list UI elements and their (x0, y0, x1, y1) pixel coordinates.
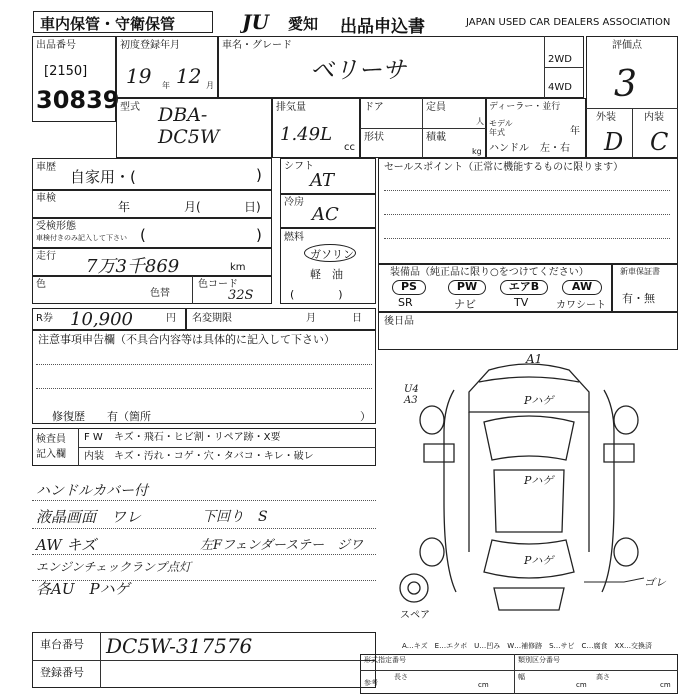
history-box (32, 158, 272, 190)
damage-mark-bumper: ゴレ (644, 576, 666, 589)
type-label: 型式 (120, 102, 140, 113)
note-5: 左Fフェンダーステー ジワ (200, 538, 363, 553)
height-unit: cm (660, 681, 671, 689)
receipt-paren: ( (140, 226, 146, 244)
exterior-label: 外装 (596, 112, 616, 123)
note-2: 液晶画面 ワレ (36, 508, 142, 526)
inspector-fw-items: キズ・飛石・ヒビ割・リペア跡・X要 (114, 432, 281, 443)
notes-label: 注意事項申告欄（不具合内容等は具体的に記入して下さい） (38, 333, 335, 346)
width-unit: cm (576, 681, 587, 689)
damage-mark-u4a3: U4 A3 (404, 384, 419, 406)
damage-mark-a1: A1 (526, 352, 543, 366)
length-unit: cm (478, 681, 489, 689)
shift-label: シフト (284, 161, 314, 172)
length-label: 長さ (394, 673, 408, 681)
width-label: 幅 (518, 673, 525, 681)
warranty-options: 有・無 (622, 292, 655, 305)
equipment-label: 装備品（純正品に限り○をつけてください） (390, 267, 589, 278)
sales-point-box (378, 158, 678, 264)
option-4wd: 4WD (548, 82, 572, 93)
history-close: ) (256, 166, 262, 184)
displacement-unit: cc (344, 142, 355, 153)
door-label: ドア (364, 102, 384, 113)
year-unit: 年 (162, 81, 170, 90)
equip-pw: PW (448, 280, 486, 295)
height-label: 高さ (596, 673, 610, 681)
color-change-label: 色替 (150, 288, 170, 299)
capacity-unit: 人 (476, 117, 484, 126)
history-label: 車歴 (36, 162, 56, 173)
inspection-label: 車検 (36, 193, 56, 204)
capacity-label: 定員 (426, 102, 446, 113)
fuel-label: 燃料 (284, 232, 304, 243)
history-value: 自家用・( (70, 168, 136, 186)
registration-month: 12 (176, 64, 202, 88)
damage-mark-roof: Pハゲ (524, 394, 554, 407)
model-label: 車名・グレード (222, 40, 292, 51)
mileage-unit: km (230, 262, 246, 273)
fuel-other: ( ) (290, 288, 343, 301)
mileage-value: 7万3千869 (86, 256, 180, 277)
later-items-box (378, 312, 678, 350)
shape-label: 形状 (364, 132, 384, 143)
receipt-note: 車検付きのみ記入して下さい (36, 234, 127, 242)
note-6: エンジンチェックランプ点灯 (36, 560, 192, 574)
damage-mark-rear: Pハゲ (524, 554, 554, 567)
name-change-month: 月 (306, 313, 316, 324)
fuel-gasoline: ガソリン (310, 248, 354, 261)
inspector-interior: 内装 (84, 451, 104, 462)
month-unit: 月 (206, 81, 214, 90)
lot-number: 30839 (36, 86, 120, 114)
ju-logo (240, 11, 286, 33)
equip-airbag: エアB (500, 280, 548, 295)
chassis-label: 車台番号 (40, 638, 84, 651)
load-label: 積載 (426, 132, 446, 143)
registration-number-label: 登録番号 (40, 666, 84, 679)
repair-history-close: ） (360, 410, 371, 423)
model-year-unit: 年 (570, 126, 580, 137)
note-7: 各AU Pハゲ (36, 580, 130, 598)
fuel-diesel: 軽 油 (310, 268, 343, 281)
model-value: ベリーサ (310, 56, 406, 84)
rating-value: 3 (614, 64, 637, 105)
later-items-label: 後日品 (384, 316, 414, 327)
equip-seat: カワシート (556, 300, 606, 311)
dealer-label: ディーラー・並行 (489, 102, 561, 112)
ac-value: AC (312, 204, 339, 225)
type-value: DBA- DC5W (158, 104, 220, 148)
color-code-value: 32S (228, 288, 254, 303)
model-year-label: モデル 年式 (489, 119, 513, 137)
equip-navi: ナビ (454, 298, 476, 311)
inspector-fw: F W (84, 432, 103, 443)
inspection-day: 日) (244, 200, 261, 214)
association-name: JAPAN USED CAR DEALERS ASSOCIATION (466, 17, 671, 28)
damage-mark-hood: Pハゲ (524, 474, 554, 487)
color-code-label: 色コード (198, 279, 238, 290)
recycle-value: 10,900 (70, 309, 133, 330)
registration-label: 初度登録年月 (120, 40, 180, 51)
displacement-label: 排気量 (276, 102, 306, 113)
equip-ps: PS (392, 280, 426, 295)
org-name: 愛知 (288, 15, 319, 33)
recycle-unit: 円 (166, 313, 176, 324)
remarks-label: 参考 (364, 679, 378, 687)
exterior-grade: D (604, 128, 624, 156)
svg-text:JU: JU (242, 11, 269, 33)
document-title: 出品申込書 (340, 17, 425, 37)
receipt-label: 受検形態 (36, 221, 76, 232)
note-4: AW キズ (36, 536, 97, 554)
handle-options: 左・右 (540, 143, 570, 154)
equip-aw: AW (562, 280, 602, 295)
category-number-label: 類別区分番号 (518, 656, 560, 664)
name-change-label: 名変期限 (192, 313, 232, 324)
warranty-label: 新車保証書 (620, 267, 660, 276)
option-2wd: 2WD (548, 54, 572, 65)
storage-stamp-text: 車内保管・守衛保管 (40, 15, 176, 33)
load-unit: kg (472, 147, 482, 156)
approval-number-label: 形式指定番号 (364, 656, 406, 664)
inspection-box (32, 190, 272, 218)
ac-label: 冷房 (284, 197, 304, 208)
shift-value: AT (310, 170, 335, 191)
equip-tv: TV (514, 296, 529, 309)
inspector-interior-items: キズ・汚れ・コゲ・穴・タバコ・キレ・破レ (114, 451, 314, 462)
interior-label: 内装 (644, 112, 664, 123)
rating-label: 評価点 (612, 40, 642, 51)
name-change-day: 日 (352, 313, 362, 324)
displacement-value: 1.49L (280, 124, 333, 145)
inspection-month: 月( (184, 200, 201, 214)
damage-legend: A…キズ E…エクボ U…凹み W…補修跡 S…サビ C…腐食 XX…交換済 (402, 642, 653, 650)
interior-grade: C (650, 128, 669, 156)
mileage-label: 走行 (36, 251, 56, 262)
equip-sr: SR (398, 296, 413, 309)
chassis-number: DC5W-317576 (106, 634, 253, 658)
note-1: ハンドルカバー付 (36, 483, 148, 499)
recycle-label: R券 (36, 313, 53, 324)
handle-label: ハンドル (489, 143, 529, 154)
lot-bracket: [2150] (44, 64, 88, 79)
inspection-year: 年 (118, 200, 131, 214)
inspector-label: 検査員 記入欄 (36, 434, 66, 460)
repair-history: 修復歴 有（箇所 (52, 410, 151, 423)
registration-year: 19 (126, 64, 152, 88)
sales-point-label: セールスポイント（正常に機能するものに限ります） (384, 162, 624, 173)
lot-label: 出品番号 (36, 40, 76, 51)
color-label: 色 (36, 279, 46, 290)
spare-label: スペア (400, 610, 430, 621)
note-3: 下回り S (202, 509, 268, 525)
receipt-close: ) (256, 226, 262, 244)
